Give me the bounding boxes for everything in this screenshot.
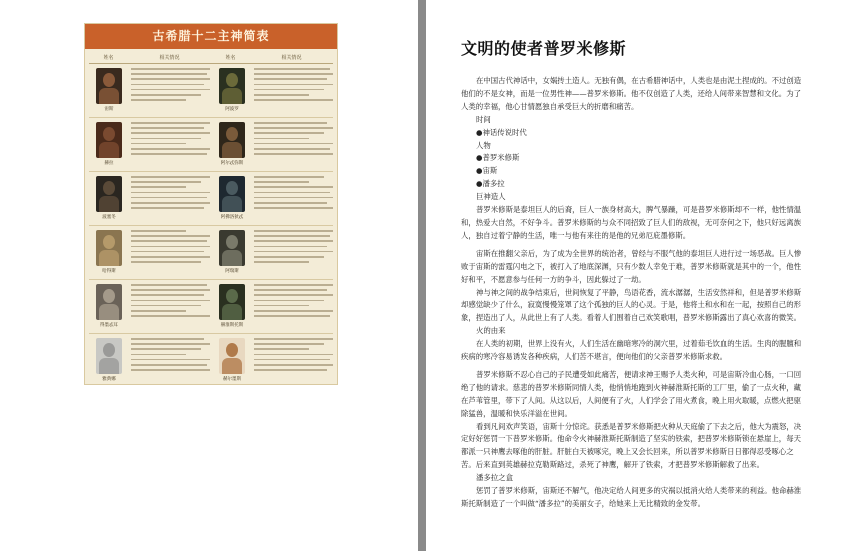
text-line <box>254 369 327 371</box>
text-line <box>131 186 186 188</box>
text-line <box>254 284 333 286</box>
text-line <box>254 348 309 350</box>
god-name: 宙斯 <box>104 107 114 112</box>
god-portrait <box>219 68 245 104</box>
text-line <box>131 78 210 80</box>
portrait-body <box>222 304 242 320</box>
portrait-body <box>222 358 242 374</box>
text-line <box>131 176 210 178</box>
portrait-head <box>103 127 115 141</box>
god-portrait-column <box>89 334 129 385</box>
text-line <box>131 354 186 356</box>
table-rows <box>89 64 333 385</box>
god-name: 阿尔忒弥斯 <box>220 161 244 166</box>
text-line <box>131 132 210 134</box>
portrait-body <box>222 88 242 104</box>
text-line <box>131 284 207 286</box>
text-line <box>131 143 186 145</box>
text-line <box>131 122 210 124</box>
text-line <box>131 348 201 350</box>
portrait-body <box>99 142 119 158</box>
god-name: 哈得斯 <box>102 269 116 274</box>
god-portrait-column <box>89 64 129 117</box>
text-line <box>254 207 333 209</box>
text-line <box>254 240 333 242</box>
text-line <box>131 68 210 70</box>
text-line <box>131 138 201 140</box>
god-portrait <box>96 68 122 104</box>
god-description <box>129 226 212 279</box>
text-line <box>131 294 204 296</box>
god-description <box>129 172 212 225</box>
gods-table-image <box>84 23 338 385</box>
text-line <box>254 294 333 296</box>
god-description <box>129 118 212 171</box>
god-cell <box>212 226 335 279</box>
text-line <box>131 251 204 253</box>
god-name: 赫拉 <box>104 161 114 166</box>
god-name: 赫淮斯托斯 <box>220 323 244 328</box>
section-heading: 潘多拉之盒 <box>476 473 513 483</box>
god-portrait-column <box>212 64 252 117</box>
portrait-body <box>99 196 119 212</box>
text-line <box>254 343 324 345</box>
text-line <box>131 256 210 258</box>
god-description <box>252 64 335 117</box>
god-description <box>252 118 335 171</box>
text-line <box>254 138 309 140</box>
god-portrait <box>219 284 245 320</box>
text-line <box>254 235 330 237</box>
god-portrait-column <box>212 280 252 333</box>
text-line <box>131 207 204 209</box>
text-line <box>254 127 333 129</box>
god-name: 雅典娜 <box>102 377 116 382</box>
list-label: 人物 <box>476 140 491 150</box>
portrait-head <box>103 235 115 249</box>
text-line <box>254 246 327 248</box>
portrait-head <box>226 289 238 303</box>
god-portrait <box>219 338 245 374</box>
figure-title: 古希腊十二主神简表 <box>85 24 337 49</box>
text-line <box>131 369 210 371</box>
text-line <box>254 181 309 183</box>
god-portrait <box>96 284 122 320</box>
text-line <box>254 338 333 340</box>
god-cell <box>212 64 335 117</box>
portrait-body <box>99 250 119 266</box>
text-line <box>131 235 210 237</box>
text-line <box>254 364 333 366</box>
text-line <box>131 197 207 199</box>
list-item: ●普罗米修斯 <box>476 153 520 163</box>
text-line <box>254 176 324 178</box>
table-row <box>89 334 333 385</box>
table-header <box>89 52 333 64</box>
god-portrait <box>96 176 122 212</box>
section-heading: 火的由来 <box>476 326 506 336</box>
text-line <box>131 364 207 366</box>
table-row <box>89 64 333 118</box>
list-item: ●宙斯 <box>476 166 498 176</box>
god-portrait-column <box>89 280 129 333</box>
god-name: 波塞冬 <box>102 215 116 220</box>
god-portrait-column <box>212 226 252 279</box>
table-row <box>89 118 333 172</box>
portrait-head <box>226 235 238 249</box>
text-line <box>131 148 210 150</box>
paragraph: 普罗米修斯是泰坦巨人的后裔，巨人一族身材高大，脾气暴躁，可是普罗米修斯却不一样，他性情温和，热爱大自然，不好争斗。普罗米修斯的与众不同招致了巨人们的敌视，无可奈何之下，他只好远离族人，独自过着宁静的生活，唯一与他有来往的是他的兄弟厄庇墨修斯。 <box>461 205 802 240</box>
god-description <box>129 64 212 117</box>
text-line <box>254 84 333 86</box>
section-heading: 巨神造人 <box>476 192 506 202</box>
god-portrait-column <box>212 118 252 171</box>
portrait-head <box>226 73 238 87</box>
portrait-body <box>99 358 119 374</box>
text-line <box>254 89 324 91</box>
text-line <box>131 73 207 75</box>
text-line <box>131 89 210 91</box>
text-line <box>131 94 201 96</box>
god-name: 阿波罗 <box>225 107 239 112</box>
text-line <box>254 148 330 150</box>
text-line <box>254 78 327 80</box>
god-description <box>252 334 335 385</box>
portrait-body <box>99 304 119 320</box>
table-row <box>89 226 333 280</box>
text-line <box>131 315 210 317</box>
god-name: 阿佛洛狄忒 <box>220 215 244 220</box>
text-line <box>254 289 327 291</box>
text-line <box>254 230 333 232</box>
god-name: 得墨忒耳 <box>100 323 118 328</box>
text-line <box>131 192 210 194</box>
god-description <box>252 172 335 225</box>
text-line <box>131 230 186 232</box>
text-line <box>131 84 204 86</box>
god-description <box>129 334 212 385</box>
god-portrait-column <box>89 172 129 225</box>
portrait-body <box>222 250 242 266</box>
paragraph: 宙斯在推翻父亲后，为了成为全世界的统治者，曾经与不服气他的泰坦巨人进行过一场恶战。巨人惨败于宙斯的雷霆闪电之下，被打入了地底深渊，只有少数人幸免于难，普罗米修斯就是其中的一个，他性好和平，不愿意参与任何一方的争斗，因此躲过了一劫。 <box>461 248 802 284</box>
text-line <box>131 240 207 242</box>
god-name: 阿瑞斯 <box>225 269 239 274</box>
portrait-body <box>222 142 242 158</box>
paragraph: 普罗米修斯不忍心自己的子民遭受如此痛苦，便请求神王赐予人类火种，可是宙斯冷血心肠，一口回绝了他的请求。慈悲的普罗米修斯同情人类，他悄悄地跑到火神赫淮斯托斯的工厂里，偷了一点火种，藏在芦苇管里，带下了人间。从这以后，人间便有了火，人们学会了用火煮食，晚上用火取暖，点燃火把驱除猛兽，温暖和快乐洋溢在世间。 <box>461 369 802 418</box>
god-description <box>252 226 335 279</box>
text-line <box>254 192 330 194</box>
text-line <box>254 186 333 188</box>
text-line <box>131 153 207 155</box>
text-line <box>131 310 186 312</box>
text-line <box>254 310 333 312</box>
text-line <box>254 300 324 302</box>
text-line <box>254 359 330 361</box>
god-portrait-column <box>89 118 129 171</box>
portrait-head <box>226 181 238 195</box>
portrait-head <box>226 127 238 141</box>
god-portrait-column <box>212 172 252 225</box>
text-line <box>131 305 201 307</box>
paragraph: 在人类的初期，世界上没有火，人们生活在幽暗寒冷的洞穴里，过着茹毛饮血的生活。生肉的腥膻和疾病的寒冷容易诱发各种疾病，人们苦不堪言，便向他们的父亲普罗米修斯求救。 <box>461 339 802 362</box>
text-line <box>131 202 210 204</box>
text-line <box>254 261 309 263</box>
text-line <box>254 202 327 204</box>
god-cell <box>89 226 212 279</box>
text-line <box>254 197 333 199</box>
god-cell <box>212 172 335 225</box>
article <box>461 36 804 511</box>
text-line <box>254 68 330 70</box>
text-line <box>131 127 204 129</box>
god-cell <box>89 64 212 117</box>
table-row <box>89 280 333 334</box>
god-name: 赫尔墨斯 <box>223 377 241 382</box>
text-line <box>131 181 201 183</box>
god-portrait <box>96 338 122 374</box>
text-line <box>254 354 333 356</box>
text-line <box>131 338 204 340</box>
text-line <box>254 143 333 145</box>
god-description <box>129 280 212 333</box>
text-line <box>131 300 210 302</box>
text-line <box>131 99 186 101</box>
portrait-head <box>103 181 115 195</box>
text-line <box>254 251 333 253</box>
paragraph: 神与神之间的战争结束后，世间恢复了平静，鸟语花香，流水潺潺，生活安然祥和，但是普罗米修斯却感觉缺少了什么，寂寞慢慢笼罩了这个孤独的巨人的心灵。于是，他将土和水和在一起，按照自己的形象，捏造出了人，从此世上有了人类。看着人们围着自己欢笑歌唱，普罗米修斯露出了真心欢喜的微笑。 <box>461 287 802 323</box>
text-line <box>254 315 330 317</box>
god-cell <box>89 172 212 225</box>
god-description <box>252 280 335 333</box>
portrait-body <box>99 88 119 104</box>
paragraph: 在中国古代神话中，女娲抟土造人。无独有偶，在古希腊神话中，人类也是由泥土捏成的。不过创造他们的不是女神，而是一位男性神——普罗米修斯。他不仅创造了人类，还给人间带来智慧和文化。为了人类的幸福，他心甘情愿独自承受巨大的折磨和痛苦。 <box>461 76 802 111</box>
text-line <box>254 73 333 75</box>
god-portrait <box>219 230 245 266</box>
portrait-head <box>226 343 238 357</box>
header-desc: 相关情况 <box>159 55 180 61</box>
text-line <box>131 246 210 248</box>
god-portrait <box>219 122 245 158</box>
god-cell <box>212 334 335 385</box>
text-line <box>254 305 309 307</box>
text-line <box>254 122 327 124</box>
list-label: 时间 <box>476 114 491 124</box>
god-cell <box>212 118 335 171</box>
text-line <box>254 256 324 258</box>
page-gutter <box>418 0 426 551</box>
god-portrait <box>96 122 122 158</box>
portrait-head <box>103 343 115 357</box>
god-cell <box>89 118 212 171</box>
god-portrait <box>96 230 122 266</box>
text-line <box>254 153 333 155</box>
header-name: 姓名 <box>103 55 114 61</box>
text-line <box>254 94 309 96</box>
text-line <box>131 289 210 291</box>
god-cell <box>89 334 212 385</box>
header-desc: 相关情况 <box>281 55 302 61</box>
right-page <box>426 0 843 551</box>
god-cell <box>89 280 212 333</box>
list-item: ●神话传说时代 <box>476 127 527 137</box>
text-line <box>131 261 201 263</box>
god-portrait-column <box>212 334 252 385</box>
text-line <box>131 359 210 361</box>
article-title: 文明的使者普罗米修斯 <box>461 39 627 58</box>
header-name: 姓名 <box>225 55 236 61</box>
text-line <box>131 343 210 345</box>
paragraph: 惩罚了普罗米修斯，宙斯还不解气，他决定给人间更多的灾祸以抵消火给人类带来的利益。他命赫淮斯托斯制造了一个叫做“潘多拉”的美丽女子，给她来上无比精致的金发带。 <box>461 486 802 508</box>
portrait-head <box>103 289 115 303</box>
text-line <box>254 132 324 134</box>
portrait-body <box>222 196 242 212</box>
portrait-head <box>103 73 115 87</box>
left-page <box>0 0 418 551</box>
list-item: ●潘多拉 <box>476 179 505 189</box>
text-line <box>254 99 333 101</box>
god-portrait-column <box>89 226 129 279</box>
god-portrait <box>219 176 245 212</box>
god-cell <box>212 280 335 333</box>
table-row <box>89 172 333 226</box>
paragraph: 看到凡间欢声笑语，宙斯十分惊诧。获悉是普罗米修斯把火种从天庭偷了下去之后，他大为震怒，决定好好惩罚一下普罗米修斯。他命令火神赫淮斯托斯制造了坚实的铁索，把普罗米修斯锁在悬崖上，每天都派一只神鹰去啄他的肝脏。肝脏白天被啄完，晚上又会长回来，所以普罗米修斯日日都得忍受啄心之苦。后来直到英雄赫拉克勒斯路过，杀死了神鹰，解开了铁索，才把普罗米修斯解救了出来。 <box>461 421 802 470</box>
